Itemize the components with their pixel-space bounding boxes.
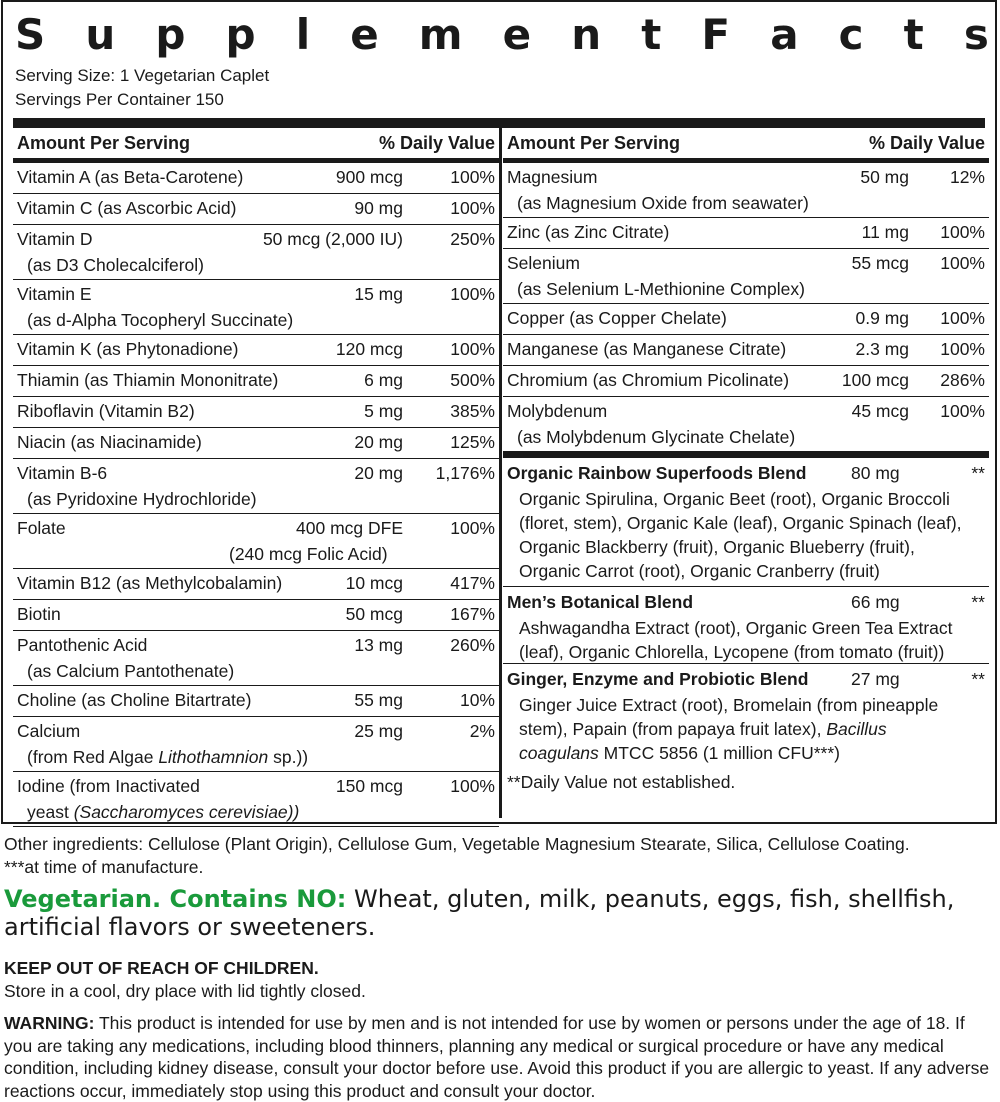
nutrient-dv: 250% [450, 229, 495, 249]
source-text: (from Red Algae [27, 747, 159, 767]
title-letter: s [963, 9, 989, 59]
nutrient-row [503, 397, 989, 452]
nutrient-source: (as Pyridoxine Hydrochloride) [27, 489, 257, 509]
nutrient-name: Zinc (as Zinc Citrate) [507, 222, 670, 242]
nutrient-dv: 100% [450, 198, 495, 218]
blend-name: Men’s Botanical Blend [507, 592, 694, 612]
nutrient-amount: 15 mg [354, 284, 403, 304]
nutrient-name: Vitamin B12 (as Methylcobalamin) [17, 573, 283, 593]
ingredient-line [519, 717, 981, 741]
nutrient-dv: 385% [450, 401, 495, 421]
nutrient-dv: 260% [450, 635, 495, 655]
blend-dv: ** [971, 463, 985, 483]
nutrient-row [503, 249, 989, 304]
vegetarian-label: Vegetarian. Contains NO: [4, 885, 347, 913]
nutrient-source: (as Calcium Pantothenate) [27, 661, 235, 681]
blend-ingredients [519, 487, 981, 583]
nutrient-dv: 100% [450, 339, 495, 359]
nutrient-row [13, 514, 499, 569]
ingredient-line: (floret, stem), Organic Kale (leaf), Organic Spinach (leaf), [519, 513, 962, 533]
nutrient-row [13, 163, 499, 194]
nutrient-name: Biotin [17, 604, 61, 624]
title-letter: t [641, 9, 662, 59]
nutrient-amount: 55 mg [354, 690, 403, 710]
title-letter: p [225, 9, 256, 59]
title-letter: p [155, 9, 186, 59]
blend-ingredients [519, 693, 981, 765]
nutrient-name: Pantothenic Acid [17, 635, 148, 655]
nutrient-dv: 100% [450, 518, 495, 538]
nutrient-source: (as Molybdenum Glycinate Chelate) [517, 427, 796, 447]
nutrient-name: Molybdenum [507, 401, 608, 421]
ingredient-line: Organic Carrot (root), Organic Cranberry (fruit) [519, 561, 880, 581]
blend-dv: ** [971, 592, 985, 612]
nutrient-amount: 5 mg [364, 401, 403, 421]
nutrient-amount: 13 mg [354, 635, 403, 655]
nutrient-amount: 11 mg [861, 222, 909, 242]
nutrient-source [27, 747, 308, 768]
nutrient-row [13, 225, 499, 280]
nutrient-amount: 100 mcg [841, 370, 909, 390]
nutrient-amount: 400 mcg DFE [296, 518, 403, 538]
nutrient-row [13, 428, 499, 459]
dv-header: % Daily Value [868, 133, 985, 153]
ingredient-line: Ashwagandha Extract (root), Organic Green Tea Extract [519, 618, 953, 638]
title-letter: e [502, 9, 532, 59]
nutrient-dv: 100% [450, 776, 495, 796]
title-letter: c [838, 9, 864, 59]
nutrient-name: Vitamin E [17, 284, 92, 304]
nutrient-dv: 100% [940, 308, 985, 328]
nutrient-row [503, 163, 989, 218]
source-latin-name: (Saccharomyces cerevisiae)) [73, 802, 300, 822]
serving-size: Serving Size: 1 Vegetarian Caplet [15, 66, 270, 85]
nutrient-source: (as Selenium L-Methionine Complex) [517, 279, 805, 299]
nutrient-dv: 500% [450, 370, 495, 390]
title-letter: a [770, 9, 799, 59]
nutrient-source: (as Magnesium Oxide from seawater) [517, 193, 809, 213]
source-text: yeast [27, 802, 74, 822]
nutrient-name: Iodine (from Inactivated [17, 776, 200, 796]
nutrient-name: Riboflavin (Vitamin B2) [17, 401, 195, 421]
nutrient-name: Calcium [17, 721, 81, 741]
nutrient-name: Thiamin (as Thiamin Mononitrate) [17, 370, 279, 390]
nutrient-dv: 2% [469, 721, 495, 741]
nutrient-row [503, 366, 989, 397]
blend-ingredients [519, 616, 981, 664]
nutrient-dv: 100% [940, 401, 985, 421]
nutrient-dv: 1,176% [435, 463, 495, 483]
column-header [13, 128, 499, 158]
ingredient-text: stem), Papain (from papaya fruit latex), [519, 719, 827, 739]
ingredient-line: (leaf), Organic Chlorella, Lycopene (from tomato (fruit)) [519, 642, 945, 662]
nutrient-dv: 12% [949, 167, 985, 187]
ingredient-latin-name: coagulans [519, 743, 599, 763]
nutrient-source: (240 mcg Folic Acid) [229, 544, 388, 564]
ingredient-line: Organic Spirulina, Organic Beet (root), Organic Broccoli [519, 489, 950, 509]
title-letter: e [350, 9, 379, 59]
blend-dv: ** [971, 669, 985, 689]
title-letter: S [15, 9, 46, 59]
nutrient-amount: 900 mcg [335, 167, 403, 187]
ingredient-latin-name: Bacillus [826, 719, 887, 739]
nutrient-row [13, 194, 499, 225]
nutrient-amount: 120 mcg [335, 339, 403, 359]
title-letter: F [701, 9, 731, 59]
nutrient-dv: 10% [459, 690, 495, 710]
nutrient-name: Vitamin C (as Ascorbic Acid) [17, 198, 237, 218]
column-divider [499, 118, 502, 818]
nutrient-row [13, 569, 499, 600]
blend-amount: 66 mg [851, 592, 900, 612]
nutrient-name: Vitamin D [17, 229, 93, 249]
nutrient-dv: 286% [940, 370, 985, 390]
nutrient-amount: 55 mcg [851, 253, 909, 273]
warning-paragraph [4, 1012, 996, 1102]
nutrient-source [27, 802, 299, 823]
nutrient-name: Vitamin A (as Beta-Carotene) [17, 167, 244, 187]
nutrient-name: Selenium [507, 253, 580, 273]
title-letter: n [571, 9, 602, 59]
nutrient-amount: 90 mg [354, 198, 403, 218]
nutrient-dv: 125% [450, 432, 495, 452]
nutrient-row [503, 335, 989, 366]
nutrient-row [503, 218, 989, 249]
source-latin-name: Lithothamnion [158, 747, 269, 767]
nutrient-dv: 100% [450, 284, 495, 304]
servings-per-container: Servings Per Container 150 [15, 90, 224, 109]
nutrient-name: Copper (as Copper Chelate) [507, 308, 727, 328]
nutrient-amount: 50 mcg [345, 604, 403, 624]
nutrient-row [503, 304, 989, 335]
nutrient-amount: 10 mcg [345, 573, 403, 593]
nutrient-amount: 2.3 mg [855, 339, 909, 359]
nutrient-row [13, 631, 499, 686]
blend-amount: 80 mg [851, 463, 900, 483]
nutrient-dv: 100% [940, 222, 985, 242]
nutrient-dv: 167% [450, 604, 495, 624]
allergen-list: Wheat, gluten, milk, peanuts, eggs, fish, shellfish, artificial flavors or sweeteners. [4, 885, 955, 941]
nutrient-source: (as D3 Cholecalciferol) [27, 255, 205, 275]
title-letter: l [295, 9, 311, 59]
nutrient-row [13, 600, 499, 631]
amount-header: Amount Per Serving [17, 133, 191, 153]
manufacture-note: ***at time of manufacture. [4, 857, 204, 877]
nutrient-row [13, 366, 499, 397]
left-column [13, 128, 499, 827]
nutrient-dv: 417% [450, 573, 495, 593]
nutrient-row [13, 397, 499, 428]
nutrient-row [13, 686, 499, 717]
nutrient-row [13, 772, 499, 827]
nutrient-name: Manganese (as Manganese Citrate) [507, 339, 787, 359]
nutrient-name: Choline (as Choline Bitartrate) [17, 690, 252, 710]
title-letter: m [418, 9, 463, 59]
nutrient-row [13, 717, 499, 772]
supplement-facts-panel [1, 0, 997, 824]
blend-row [503, 664, 989, 768]
nutrient-amount: 0.9 mg [855, 308, 909, 328]
nutrient-row [13, 459, 499, 514]
ingredient-line: Organic Blackberry (fruit), Organic Blueberry (fruit), [519, 537, 915, 557]
title-letter: t [903, 9, 924, 59]
nutrient-name: Magnesium [507, 167, 598, 187]
nutrient-amount: 20 mg [354, 463, 403, 483]
panel-title [15, 10, 989, 58]
nutrient-amount: 6 mg [364, 370, 403, 390]
title-letter: u [85, 9, 116, 59]
nutrient-name: Niacin (as Niacinamide) [17, 432, 202, 452]
blend-name: Ginger, Enzyme and Probiotic Blend [507, 669, 809, 689]
footnote: **Daily Value not established. [507, 772, 736, 792]
nutrient-amount: 20 mg [354, 432, 403, 452]
nutrient-amount: 150 mcg [335, 776, 403, 796]
nutrient-name: Vitamin B-6 [17, 463, 108, 483]
dv-header: % Daily Value [378, 133, 495, 153]
ingredient-line: Ginger Juice Extract (root), Bromelain (from pineapple [519, 695, 939, 715]
nutrient-amount: 25 mg [354, 721, 403, 741]
blend-name: Organic Rainbow Superfoods Blend [507, 463, 807, 483]
nutrient-row [13, 335, 499, 366]
nutrient-amount: 45 mcg [851, 401, 909, 421]
blend-row [503, 587, 989, 664]
keep-out-warning: KEEP OUT OF REACH OF CHILDREN. [4, 958, 319, 978]
other-ingredients: Other ingredients: Cellulose (Plant Origin), Cellulose Gum, Vegetable Magnesium Stearate, Silica, Cellulose Coating. [4, 834, 910, 854]
warning-text: This product is intended for use by men and is not intended for use by women or persons under the age of 18. If you are taking any medications, including blood thinners, planning any medical or surgical procedure or have any medical condition, including kidney disease, consult your doctor before use. Avoid this product if you are allergic to yeast. If any adverse reactions occur, immediately stop using this product and consult your doctor. [4, 1013, 990, 1101]
ingredient-line [519, 741, 981, 765]
warning-label: WARNING: [4, 1013, 95, 1033]
nutrient-row [13, 280, 499, 335]
right-column [503, 128, 989, 792]
amount-header: Amount Per Serving [507, 133, 681, 153]
nutrient-name: Folate [17, 518, 66, 538]
nutrient-source: (as d-Alpha Tocopheryl Succinate) [27, 310, 294, 330]
blend-row [503, 458, 989, 587]
blend-amount: 27 mg [851, 669, 900, 689]
nutrient-dv: 100% [940, 339, 985, 359]
ingredient-text: MTCC 5856 (1 million CFU***) [598, 743, 840, 763]
nutrient-amount: 50 mg [860, 167, 909, 187]
nutrient-dv: 100% [940, 253, 985, 273]
nutrient-name: Chromium (as Chromium Picolinate) [507, 370, 790, 390]
storage-instructions: Store in a cool, dry place with lid tightly closed. [4, 981, 366, 1001]
nutrient-dv: 100% [450, 167, 495, 187]
nutrient-name: Vitamin K (as Phytonadione) [17, 339, 239, 359]
nutrient-amount: 50 mcg (2,000 IU) [262, 229, 403, 249]
source-text: sp.)) [268, 747, 309, 767]
vegetarian-statement [4, 885, 994, 941]
column-header [503, 128, 989, 158]
